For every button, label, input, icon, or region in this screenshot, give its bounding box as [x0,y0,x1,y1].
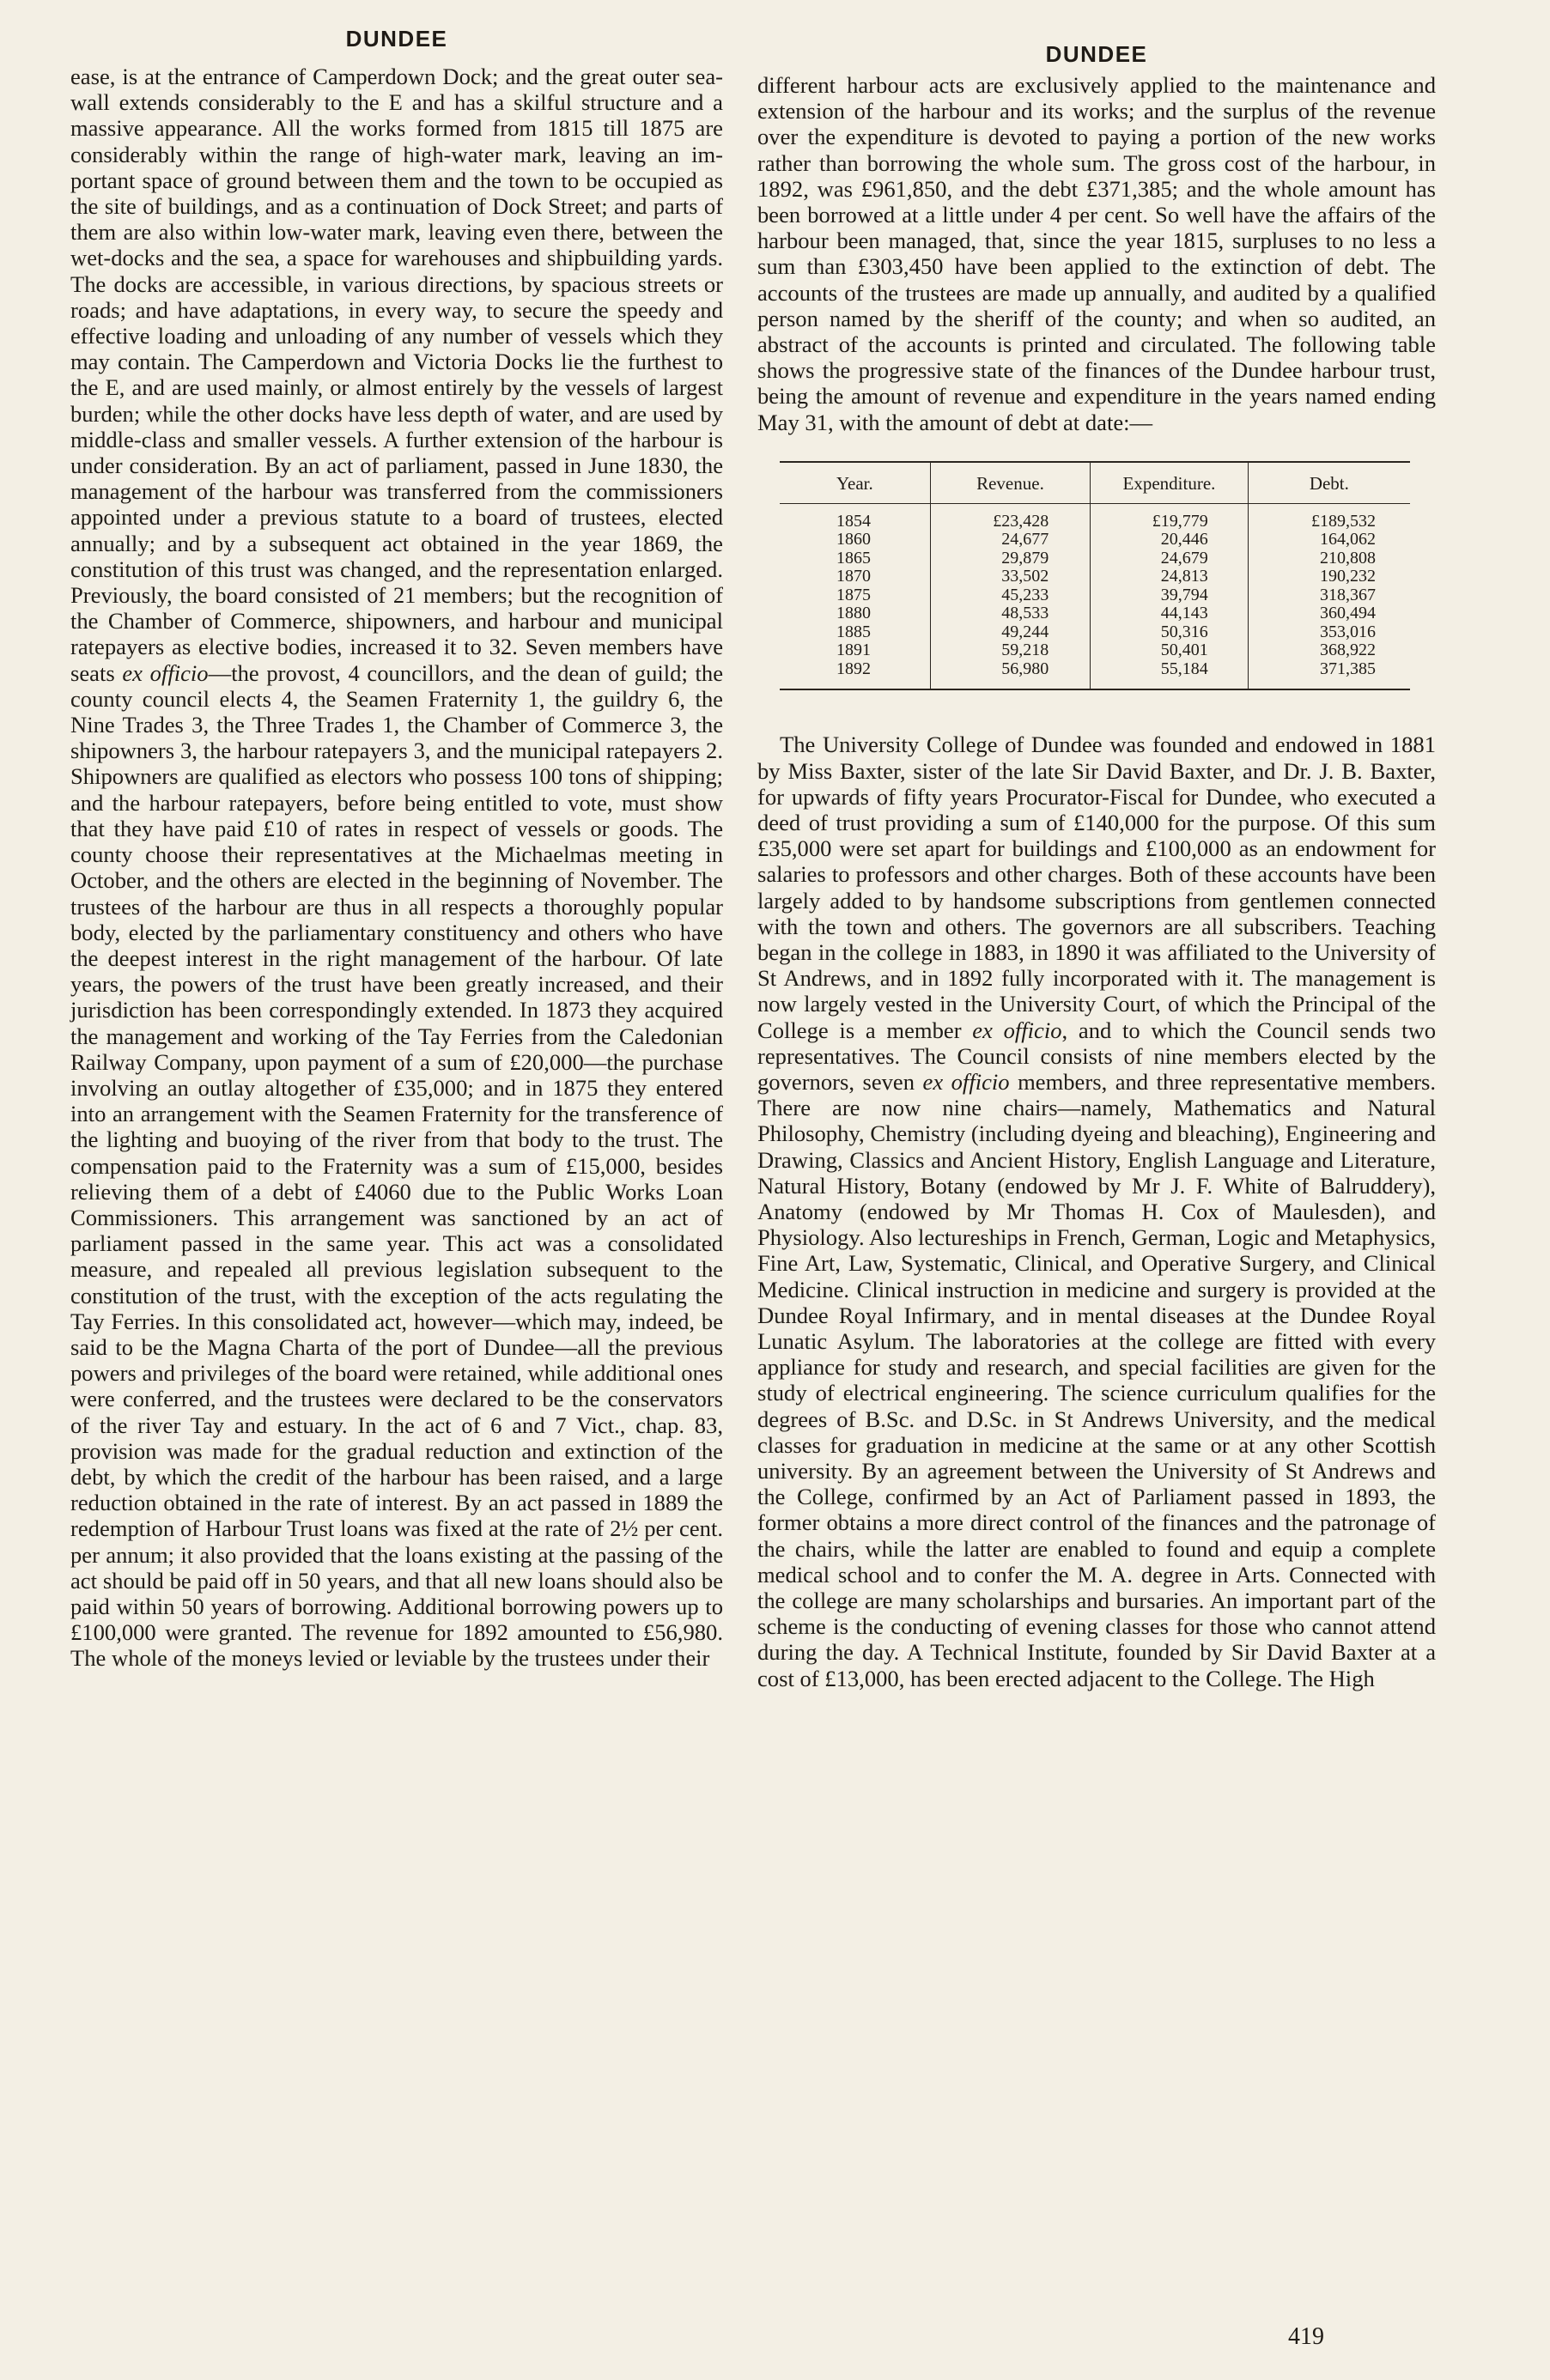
table-cell: 24,677 [930,531,1091,549]
table-cell: 318,367 [1320,585,1376,604]
paragraph-text: ease, is at the entrance of Camperdown Dock; and the great outer sea-wall extends considerably to the E and has a skilful structure and a massive appearance. All the works formed from 1815 till 1875 are considerably within the range of high-water mark, leaving an important space of ground between them and the town to be occupied as the site of buildings, and as a continuation of Dock Street; and parts of them are also within low-water mark, leaving even there, between the wet-docks and the sea, a space for warehouses and shipbuilding yards. The docks are accessible, in various directions, by spacious streets or roads; and have adaptations, in every way, to secure the speedy and effective loading and unloading of any number of vessels which they may contain. The Camperdown and Victoria Docks lie the furthest to the E, and are used mainly, or almost entirely by the vessels of largest burden; while the other docks have less depth of water, and are used by middle-class and smaller vessels. A further extension of the harbour is under consideration. By an act of parliament, passed in June 1830, the management of the harbour was transferred from the commissioners appointed under a previous statute to a board of trustees, elected annually; and by a subsequent act obtained in the year 1869, the constitution of this trust was changed, and the representation enlarged. Previously, the board consisted of 21 members; but the recognition of the Chamber of Commerce, shipowners, and harbour and municipal ratepayers as elective bodies, increased it to 32. Seven members have seats [70,64,723,686]
table-cell: £19,779 [1091,503,1249,531]
table-row [780,503,1410,531]
table-cell: 24,813 [1091,568,1249,586]
table-cell: 1860 [780,531,930,549]
table-cell: 190,232 [1320,567,1376,586]
table-row [780,641,1410,660]
finance-table [780,461,1410,691]
table-cell: 48,533 [930,604,1091,623]
table-header-row [780,462,1410,504]
table-row [780,586,1410,605]
table-cell: 50,316 [1091,623,1249,642]
table-cell: 59,218 [930,641,1091,660]
table-cell: 1875 [780,586,930,605]
table-cell: 1880 [780,604,930,623]
table-cell: 49,244 [930,623,1091,642]
right-column [757,0,1436,1691]
table-cell: 1865 [780,549,930,568]
table-cell: 1870 [780,568,930,586]
column-header: Expenditure. [1091,462,1249,504]
table-cell: 371,385 [1320,659,1376,678]
italic-phrase: ex officio [122,659,209,686]
paragraph-finances: different harbour acts are exclusively applied to the maintenance and extension of the harbour and its works; and the surplus of the revenue over the expenditure is devoted to paying a portion of the new works rather than borrowing the whole sum. The gross cost of the harbour, in 1892, was £961,850, and the debt £371,385; and the whole amount has been borrowed at a little under 4 per cent. So well have the affairs of the harbour been managed, that, since the year 1815, surpluses to no less a sum than £303,450 have been applied to the extinction of debt. The accounts of the trustees are made up annually, and audited by a qualified person named by the sheriff of the county; and when so audited, an abstract of the accounts is printed and circulated. The following table shows the progressive state of the finances of the Dundee harbour trust, being the amount of revenue and expenditure in the years named ending May 31, with the amount of debt at date:— [757,72,1436,435]
table-cell: £23,428 [930,503,1091,531]
table-cell: 360,494 [1320,604,1376,623]
table-cell: 33,502 [930,568,1091,586]
column-header: Year. [780,462,930,504]
running-head-left: DUNDEE [345,26,448,52]
table-cell: 55,184 [1091,660,1249,690]
table-cell: 39,794 [1091,586,1249,605]
table-cell: 1854 [780,503,930,531]
table-cell: 50,401 [1091,641,1249,660]
table-cell: 24,679 [1091,549,1249,568]
table-cell: 20,446 [1091,531,1249,549]
table-cell: 29,879 [930,549,1091,568]
left-column [70,0,723,1672]
table-cell: 1892 [780,660,930,690]
column-header: Revenue. [930,462,1091,504]
table-cell: 45,233 [930,586,1091,605]
paragraph-text: —the provost, 4 councillors, and the dean of guild; the county council elects 4, the Seamen Fraternity 1, the guildry 6, the Nine Trades 3, the Three Trades 1, the Chamber of Commerce 3, the shipowners 3, the harbour ratepayers 3, and the municipal ratepayers 2. Shipowners are qualified as electors who possess 100 tons of shipping; and the harbour ratepayers, before being entitled to vote, must show that they have paid £10 of rates in respect of vessels or goods. The county choose their representatives at the Michaelmas meeting in October, and the others are elected in the beginning of November. The trustees of the harbour are thus in all respects a thoroughly popular body, elected by the parliamentary constituency and others who have the deepest interest in the right management of the harbour. Of late years, the powers of the trust have been greatly increased, and their jurisdiction has been correspondingly extended. In 1873 they acquired the management and working of the Tay Ferries from the Caledonian Railway Company, upon payment of a sum of £20,000—the purchase involving an outlay altogether of £35,000; and in 1875 they entered into an arrangement with the Seamen Fraternity for the transference of the lighting and buoying of the river from that body to the trust. The compensation paid to the Fraternity was a sum of £15,000, besides relieving them of a debt of £4060 due to the Public Works Loan Commissioners. This arrangement was sanctioned by an act of parliament passed in the same year. This act was a consolidated measure, and repealed all previous legislation subsequent to the constitution of the trust, with the exception of the acts regulating the Tay Ferries. In this consolidated act, however—which may, indeed, be said to be the Magna Charta of the port of Dundee—all the previous powers and privileges of the board were retained, while additional ones were conferred, and the trustees were declared to be the conservators of the river Tay and estuary. In the act of 6 and 7 Vict., chap. 83, provision was made for the gradual reduction and extinction of the debt, by which the credit of the harbour has been raised, and a large reduction obtained in the rate of interest. By an act passed in 1889 the redemption of Harbour Trust loans was fixed at the rate of 2½ per cent. per annum; it also provided that the loans existing at the passing of the act should be paid off in 50 years, and that all new loans should also be paid within 50 years of borrowing. Additional borrowing powers up to £100,000 were granted. The revenue for 1892 amounted to £56,980. The whole of the moneys levied or leviable by the trustees under their [70,659,724,1672]
column-header: Debt. [1248,462,1410,504]
italic-phrase: ex officio [922,1068,1010,1095]
table-cell: 353,016 [1320,622,1376,641]
table-cell: 44,143 [1091,604,1249,623]
paragraph-harbour [70,64,723,1672]
italic-phrase: ex officio [972,1017,1062,1043]
page-number: 419 [1288,2323,1324,2350]
table-cell: 1885 [780,623,930,642]
table-cell: £189,532 [1311,511,1376,531]
table-row [780,623,1410,642]
paragraph-text: members, and three representative members. There are now nine chairs—namely, Mathematics and Natural Philosophy, Chemistry (including dyeing and bleaching), Engineering and Drawing, Classics and Ancient History, English Language and Literature, Natural History, Botany (endowed by Mr J. F. White of Balruddery), Anatomy (endowed by Mr Thomas H. Cox of Maulesden), and Physiology. Also lectureships in French, German, Logic and Metaphysics, Fine Art, Law, Systematic, Clinical, and Operative Surgery, and Clinical Medicine. Clinical instruction in medicine and surgery is provided at the Dundee Royal Infirmary, and in mental diseases at the Dundee Royal Lunatic Asylum. The laboratories at the college are fitted with every appliance for study and research, and special facilities are given for the study of electrical engineering. The science curriculum qualifies for the degrees of B.Sc. and D.Sc. in St Andrews University, and the medical classes for graduation in medicine at the same or at any other Scottish university. By an agreement between the University of St Andrews and the College, confirmed by an Act of Parliament passed in 1893, the former obtains a more direct control of the finances and the patronage of the chairs, while the latter are enabled to found and equip a complete medical school and to confer the M. A. degree in Arts. Connected with the college are many scholarships and bursaries. An important part of the scheme is the conducting of evening classes for those who cannot attend during the day. A Technical Institute, founded by Sir David Baxter at a cost of £13,000, has been erected adjacent to the College. The High [757,1068,1436,1691]
table-cell: 210,808 [1320,548,1376,568]
table-row [780,568,1410,586]
paragraph-text: , and to which the Council sends two representatives. The Council consists of nine members elected by the governors, seven [757,1017,1436,1095]
paragraph-university [757,732,1436,1691]
table-cell: 368,922 [1320,641,1376,660]
table-row [780,660,1410,690]
paragraph-text: The University College of Dundee was founded and endowed in 1881 by Miss Baxter, sister of the late Sir David Baxter, and Dr. J. B. Baxter, for upwards of fifty years Procurator-Fiscal for Dundee, who executed a deed of trust providing a sum of £140,000 for the purpose. Of this sum £35,000 were set apart for buildings and £100,000 as an endowment for salaries to professors and other charges. Both of these accounts have been largely added to by handsome subscriptions from gentlemen connected with the town and others. The governors are all subscribers. Teaching began in the college in 1883, in 1890 it was affiliated to the University of St Andrews, and in 1892 fully incorporated with it. The management is now largely vested in the University Court, of which the Principal of the College is a member [757,732,1436,1043]
table-cell: 1891 [780,641,930,660]
table-row [780,604,1410,623]
table-row [780,531,1410,549]
running-head-right: DUNDEE [1045,41,1148,67]
table-cell: 56,980 [930,660,1091,690]
table-row [780,549,1410,568]
table-cell: 164,062 [1320,530,1376,549]
